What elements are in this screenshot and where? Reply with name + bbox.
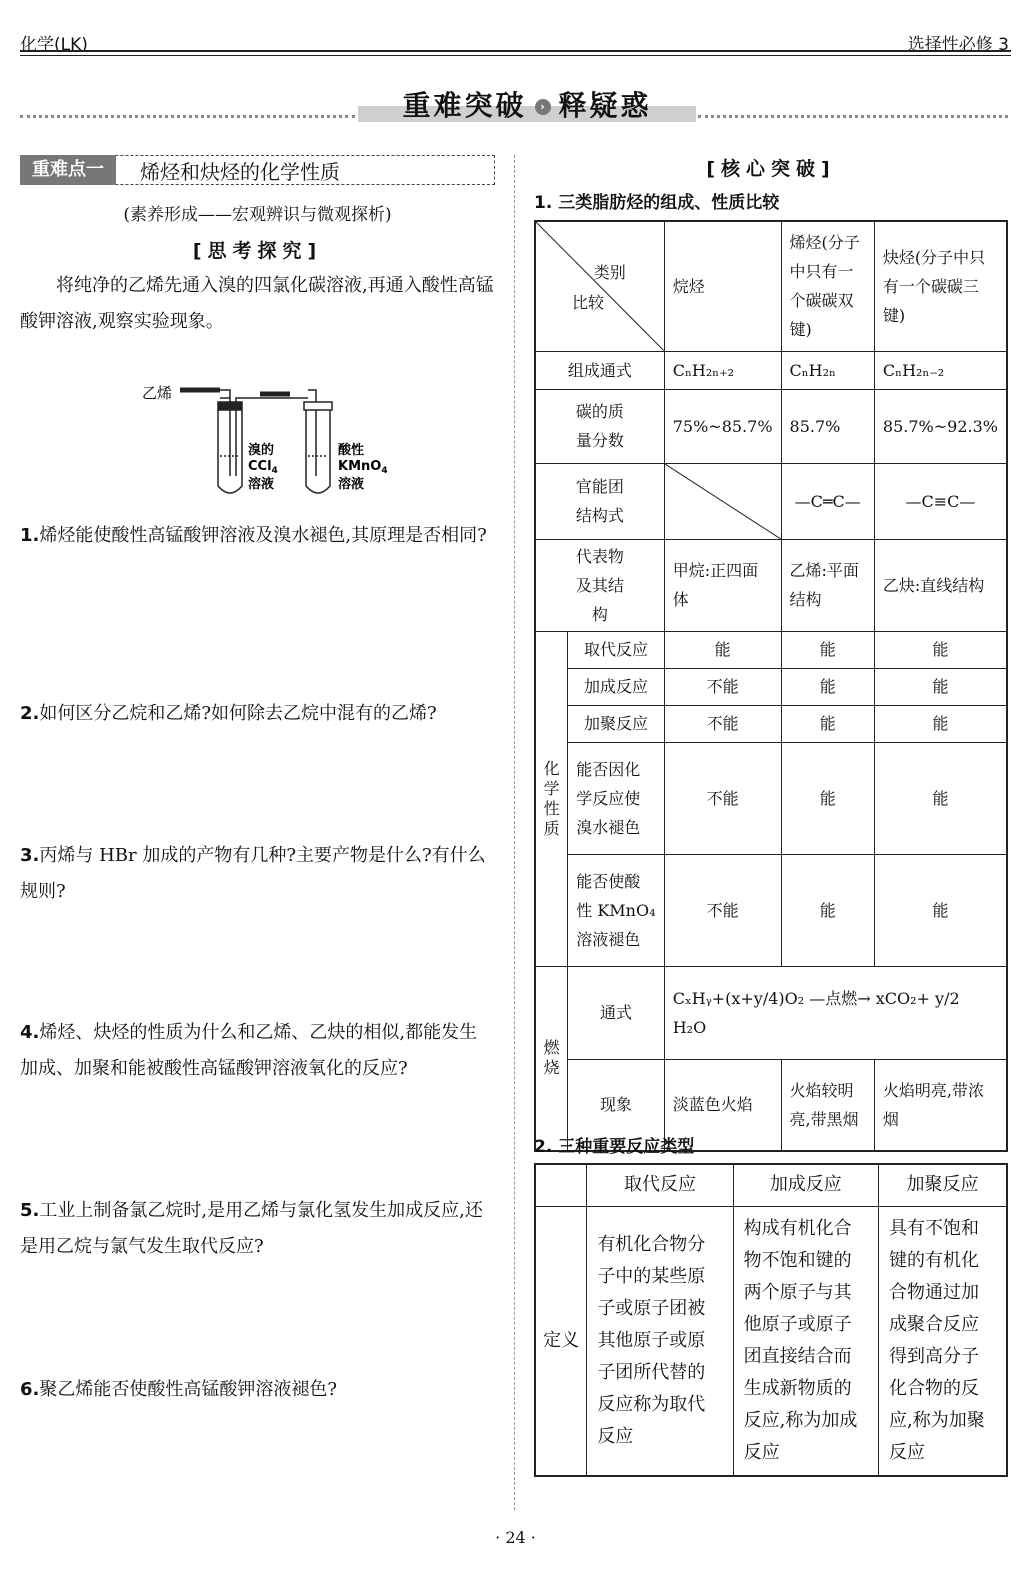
question-number: 4. <box>20 1022 40 1043</box>
column-divider <box>514 155 515 1510</box>
cell: CₙH₂ₙ₊₂ <box>664 351 781 389</box>
cell: 能 <box>874 854 1007 966</box>
empty-header-cell <box>535 1164 587 1206</box>
section-1-title: 1. 三类脂肪烃的组成、性质比较 <box>534 193 780 213</box>
comparison-table <box>534 220 1008 1152</box>
section-2-title: 2. 三种重要反应类型 <box>534 1137 695 1157</box>
cell: 火焰明亮,带浓烟 <box>874 1059 1007 1151</box>
cell: 甲烷:正四面体 <box>664 539 781 631</box>
header-rule <box>20 50 1011 52</box>
question-number: 2. <box>20 703 40 724</box>
cell: 能 <box>664 631 781 668</box>
table-row <box>535 705 1007 742</box>
banner-arrow-icon: › <box>535 99 551 115</box>
question-3 <box>20 838 495 910</box>
svg-text:CCl4 <box>248 459 278 476</box>
reaction-types-table <box>534 1163 1008 1477</box>
header-volume: 选择性必修 3 <box>907 35 1009 55</box>
cell: 能 <box>874 742 1007 854</box>
experiment-apparatus-figure <box>130 376 390 516</box>
fig-label-gas: 乙烯 <box>142 384 173 402</box>
header-alkene: 烯烃(分子中只有一个碳碳双键) <box>781 221 874 351</box>
cell: —C═C— <box>781 463 874 539</box>
cell: CₙH₂ₙ₋₂ <box>874 351 1007 389</box>
group-label: 燃烧 <box>535 966 568 1151</box>
question-2 <box>20 696 495 732</box>
question-number: 3. <box>20 845 40 866</box>
row-label: 通式 <box>568 966 664 1059</box>
cell: 构成有机化合物不饱和键的两个原子与其他原子或原子团直接结合而生成新物质的反应,称为加成反应 <box>733 1206 878 1476</box>
cell: 不能 <box>664 742 781 854</box>
cell: 有机化合物分子中的某些原子或原子团被其他原子或原子团所代替的反应称为取代反应 <box>587 1206 733 1476</box>
row-label: 能否使酸性 KMnO₄溶液褪色 <box>568 854 664 966</box>
cell: 85.7% <box>781 389 874 463</box>
row-label: 官能团结构式 <box>535 463 664 539</box>
row-label: 加成反应 <box>568 668 664 705</box>
fig-label-tube1-a: 溴的 <box>248 443 275 458</box>
header-subject: 化学(LK) <box>20 35 88 55</box>
header-alkyne: 炔烃(分子中只有一个碳碳三键) <box>874 221 1007 351</box>
corner-top-label: 类别 <box>593 263 626 282</box>
cell: 火焰较明亮,带黑烟 <box>781 1059 874 1151</box>
header-substitution: 取代反应 <box>587 1164 733 1206</box>
cell: 能 <box>874 631 1007 668</box>
question-number: 5. <box>20 1200 40 1221</box>
literacy-subtitle: (素养形成——宏观辨识与微观探析) <box>123 205 392 225</box>
cell: 75%~85.7% <box>664 389 781 463</box>
fig-label-tube1-c: 溶液 <box>248 477 275 492</box>
keypoint-tag: 重难点一 <box>20 155 116 185</box>
cell: 淡蓝色火焰 <box>664 1059 781 1151</box>
banner-right-text: 释疑惑 <box>558 89 652 122</box>
question-number: 1. <box>20 525 40 546</box>
cell: CₙH₂ₙ <box>781 351 874 389</box>
question-1 <box>20 518 495 554</box>
experiment-intro: 将纯净的乙烯先通入溴的四氯化碳溶液,再通入酸性高锰酸钾溶液,观察实验现象。 <box>20 275 494 332</box>
cell: 能 <box>781 854 874 966</box>
thinking-title: [思考探究] <box>192 240 323 262</box>
empty-diagonal-cell <box>664 463 781 539</box>
cell: 能 <box>781 742 874 854</box>
cell: 能 <box>781 631 874 668</box>
page-number: · 24 · <box>495 1528 536 1547</box>
table-row <box>535 1164 1007 1206</box>
corner-bottom-label: 比较 <box>572 293 605 312</box>
diagonal-line <box>665 464 781 539</box>
header-polymerization: 加聚反应 <box>879 1164 1008 1206</box>
table-row <box>535 389 1007 463</box>
banner-dotted-right <box>698 115 1008 118</box>
table-row <box>535 539 1007 631</box>
question-text: 工业上制备氯乙烷时,是用乙烯与氯化氢发生加成反应,还是用乙烷与氯气发生取代反应? <box>20 1200 483 1257</box>
fig-label-tube1-b-sub: 4 <box>271 466 278 476</box>
row-label: 能否因化学反应使溴水褪色 <box>568 742 664 854</box>
keypoint-title: 烯烃和炔烃的化学性质 <box>140 160 340 184</box>
cell: —C≡C— <box>874 463 1007 539</box>
question-text: 如何区分乙烷和乙烯?如何除去乙烷中混有的乙烯? <box>39 703 437 724</box>
svg-text:KMnO4 <box>338 459 388 476</box>
question-6 <box>20 1372 495 1408</box>
cell: 85.7%~92.3% <box>874 389 1007 463</box>
row-label: 碳的质量分数 <box>535 389 664 463</box>
cell: 具有不饱和键的有机化合物通过加成聚合反应得到高分子化合物的反应,称为加聚反应 <box>879 1206 1008 1476</box>
table-row <box>535 631 1007 668</box>
question-text: 烯烃、炔烃的性质为什么和乙烯、乙炔的相似,都能发生加成、加聚和能被酸性高锰酸钾溶液氧化的反应? <box>20 1022 478 1079</box>
row-label: 取代反应 <box>568 631 664 668</box>
table-row <box>535 966 1007 1059</box>
core-title: [核心突破] <box>706 158 836 180</box>
cell: 能 <box>874 705 1007 742</box>
row-label: 加聚反应 <box>568 705 664 742</box>
table-row <box>535 668 1007 705</box>
corner-cell <box>535 221 664 351</box>
fig-label-tube2-c: 溶液 <box>338 477 365 492</box>
fig-label-tube2-b: KMnO <box>338 459 382 474</box>
fig-label-tube2-b-sub: 4 <box>381 466 388 476</box>
cell: 乙炔:直线结构 <box>874 539 1007 631</box>
table-row <box>535 351 1007 389</box>
row-label: 定义 <box>535 1206 587 1476</box>
combustion-equation: CₓHᵧ+(x+y/4)O₂ —点燃→ xCO₂+ y/2 H₂O <box>664 966 1007 1059</box>
question-4 <box>20 1015 495 1087</box>
row-label: 代表物及其结构 <box>535 539 664 631</box>
header-rule-thin <box>20 55 1011 56</box>
cell: 不能 <box>664 705 781 742</box>
fig-label-tube2-a: 酸性 <box>338 443 365 458</box>
table-row <box>535 221 1007 351</box>
group-label: 化学性质 <box>535 631 568 966</box>
question-text: 烯烃能使酸性高锰酸钾溶液及溴水褪色,其原理是否相同? <box>39 525 487 546</box>
row-label: 现象 <box>568 1059 664 1151</box>
question-text: 丙烯与 HBr 加成的产物有几种?主要产物是什么?有什么规则? <box>20 845 486 902</box>
header-addition: 加成反应 <box>733 1164 878 1206</box>
cell: 能 <box>781 668 874 705</box>
cell: 不能 <box>664 668 781 705</box>
fig-label-tube1-b: CCl <box>248 459 272 474</box>
question-5 <box>20 1193 495 1265</box>
table-row <box>535 742 1007 854</box>
question-text: 聚乙烯能否使酸性高锰酸钾溶液褪色? <box>39 1379 338 1400</box>
row-label: 组成通式 <box>535 351 664 389</box>
table-row <box>535 1206 1007 1476</box>
cell: 能 <box>874 668 1007 705</box>
banner-left-text: 重难突破 <box>402 89 527 122</box>
table-row <box>535 854 1007 966</box>
header-alkane: 烷烃 <box>664 221 781 351</box>
cell: 乙烯:平面结构 <box>781 539 874 631</box>
question-number: 6. <box>20 1379 40 1400</box>
section-banner <box>358 84 696 124</box>
cell: 不能 <box>664 854 781 966</box>
banner-dotted-left <box>20 115 355 118</box>
table-row <box>535 463 1007 539</box>
cell: 能 <box>781 705 874 742</box>
